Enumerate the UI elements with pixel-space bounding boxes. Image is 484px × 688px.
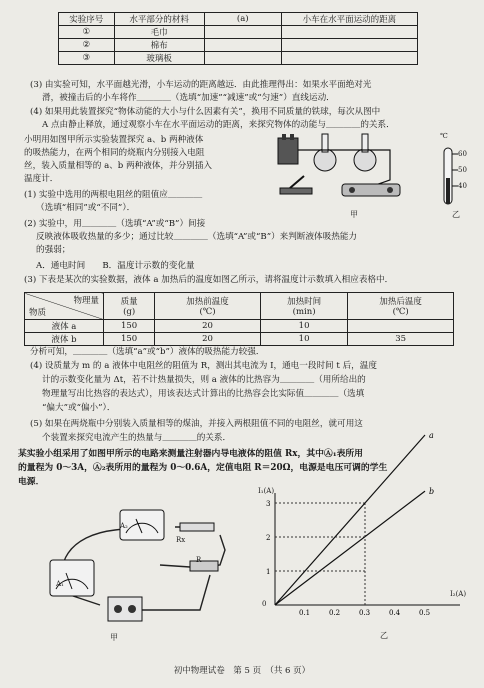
p3-line: 的量程为 0～3A，Ⓐ₂表所用的量程为 0～0.6A，定值电阻 R＝20Ω，电源是电压可调的学生: [18, 463, 388, 473]
p2rest-line: (4) 设质量为 m 的 a 液体中电阻丝的阻值为 R，测出其电流为 I，通电一段时间 t 后，温度: [30, 361, 377, 371]
table2-header: 加热时间 (min): [260, 293, 348, 320]
table1-cell: [204, 39, 281, 52]
figure-yi-label: 乙: [452, 210, 460, 219]
circuit-label: 甲: [110, 633, 118, 642]
table1-cell: 玻璃板: [114, 52, 204, 65]
table2-header: 加热前温度 (℃): [155, 293, 261, 320]
x-tick-label: 0.5: [419, 609, 431, 617]
therm-unit: ℃: [440, 132, 448, 140]
table2-cell: 20: [155, 333, 261, 346]
table2-cell: 35: [348, 333, 454, 346]
table2-cell: 10: [260, 320, 348, 333]
therm-tick: 50: [458, 166, 467, 174]
table1-header: 实验序号: [59, 13, 115, 26]
p2-line: 反映液体吸收热量的多少；通过比较＿＿＿＿（选填“A”或“B”）来判断液体吸热能力: [36, 232, 358, 242]
table2-cell: 150: [104, 320, 155, 333]
materials-table: [58, 12, 418, 65]
table1-cell: [281, 52, 417, 65]
q3-line-2: 滑，被撞击后的小车将作＿＿＿＿（选填“加速”“减速”或“匀速”）直线运动．: [42, 93, 335, 103]
line-b-label: b: [429, 487, 435, 497]
table2-cell: 10: [260, 333, 348, 346]
p2rest-line: 个装置来探究电流产生的热量与＿＿＿＿的关系．: [42, 433, 232, 443]
p2-line: 温度计．: [24, 174, 59, 184]
figure-jia-label: 甲: [350, 210, 358, 219]
line-a-label: a: [429, 431, 434, 440]
p3-line: 电源．: [18, 477, 45, 487]
rx-label: Rx: [176, 536, 186, 544]
p2-line: （选填“相同”或“不同”）．: [36, 203, 136, 213]
x-tick-label: 0.1: [299, 609, 311, 617]
q4-line: (4) 如果用此装置探究“物体动能的大小与什么因素有关”，换用不同质量的铁球，每次从图中: [30, 107, 381, 117]
circuit-figure: [40, 505, 250, 635]
table1-cell: ②: [59, 39, 115, 52]
table1-cell: ③: [59, 52, 115, 65]
table1-cell: [281, 26, 417, 39]
graph-ylabel: I₁(A): [258, 487, 275, 495]
p2rest-line: 计的示数变化量为 Δt，若不计热量损失，则 a 液体的比热容为＿＿＿＿（用所给出的: [42, 375, 366, 385]
table1-header: (a): [204, 13, 281, 26]
current-graph: [250, 431, 475, 635]
table1-cell: ①: [59, 26, 115, 39]
table2-row-name: 液体 a: [25, 320, 104, 333]
p2-line: 小明用如图甲所示实验装置探究 a、b 两种液体: [24, 135, 204, 145]
p2-line: (3) 下表是某次的实验数据，液体 a 加热后的温度如图乙所示，请将温度计示数填入相应表格中．: [24, 275, 394, 285]
table2-cell: [348, 320, 454, 333]
therm-tick: 40: [458, 182, 467, 190]
q4-line-2: A 点由静止释放，通过观察小车在水平面运动的距离，来探究物体的动能与＿＿＿＿的关系．: [42, 120, 395, 130]
corner-bottom: 物质: [29, 308, 47, 318]
p2-line: (2) 实验中，用＿＿＿＿（选填“A”或“B”）间接: [24, 219, 206, 229]
q3-line: (3) 由实验可知，水平面越光滑，小车运动的距离越远．由此推理得出：如果水平面绝对光: [30, 80, 372, 90]
r-label: R: [196, 556, 202, 564]
table2-header: 加热后温度 (℃): [348, 293, 454, 320]
a2-label: A₂: [120, 522, 128, 530]
x-tick-label: 0.4: [389, 609, 401, 617]
table1-cell: 棉布: [114, 39, 204, 52]
corner-top: 物理量: [73, 296, 99, 306]
p2-line: 丝，装入质量相等的 a、b 两种液体，并分别插入: [24, 161, 212, 171]
graph-origin: 0: [262, 600, 267, 608]
line-b: [275, 491, 425, 605]
p2-line: 的吸热能力，在两个相同的烧瓶内分别接入电阻: [24, 148, 205, 158]
a1-label: A₁: [56, 580, 64, 588]
p2-line: 的强弱；: [36, 245, 71, 255]
p2-line: (1) 实验中选用的两根电阻丝的阻值应＿＿＿＿: [24, 190, 203, 200]
y-tick-label: 2: [266, 534, 271, 542]
heating-apparatus-figure: [270, 130, 420, 218]
table1-cell: [204, 52, 281, 65]
y-tick-label: 1: [266, 568, 271, 576]
therm-tick: 60: [458, 150, 467, 158]
x-tick-label: 0.2: [329, 609, 341, 617]
p2rest-line: (5) 如果在两烧瓶中分别装入质量相等的煤油，并接入两根阻值不同的电阻丝，就可用这: [30, 419, 363, 429]
syringe-rx: [180, 523, 214, 531]
line-a: [275, 435, 425, 605]
page-footer: 初中物理试卷 第 5 页 （共 6 页）: [173, 666, 311, 676]
table1-cell: [281, 39, 417, 52]
table1-header: 小车在水平面运动的距离: [281, 13, 417, 26]
table1-cell: 毛巾: [114, 26, 204, 39]
resistor-r: [190, 561, 218, 571]
table2-cell: 150: [104, 333, 155, 346]
p3-line: 某实验小组采用了如图甲所示的电路来测量注射器内导电液体的阻值 Rx，其中Ⓐ₁表所用: [18, 449, 363, 459]
p2rest-line: 分析可知，＿＿＿＿（选填“a”或“b”）液体的吸热能力较强．: [30, 347, 265, 357]
x-tick-label: 0.3: [359, 609, 371, 617]
heating-data-table: [24, 292, 454, 346]
p2-options: A．通电时间 B．温度计示数的变化量: [36, 261, 195, 271]
p2rest-line: “偏大”或“偏小”）．: [42, 403, 116, 413]
ammeter-a1: [50, 560, 94, 596]
table2-corner: [25, 293, 104, 320]
table1-header: 水平部分的材料: [114, 13, 204, 26]
y-tick-label: 3: [266, 500, 271, 508]
table1-cell: [204, 26, 281, 39]
table2-row-name: 液体 b: [25, 333, 104, 346]
table2-header: 质量 (g): [104, 293, 155, 320]
table2-cell: 20: [155, 320, 261, 333]
power-supply: [108, 597, 142, 621]
graph-xlabel: I₂(A): [450, 590, 467, 598]
graph-label: 乙: [380, 631, 388, 640]
p2rest-line: 物理量写出比热容的表达式），用该表达式计算出的比热容会比实际值＿＿＿＿（选填: [42, 389, 365, 399]
